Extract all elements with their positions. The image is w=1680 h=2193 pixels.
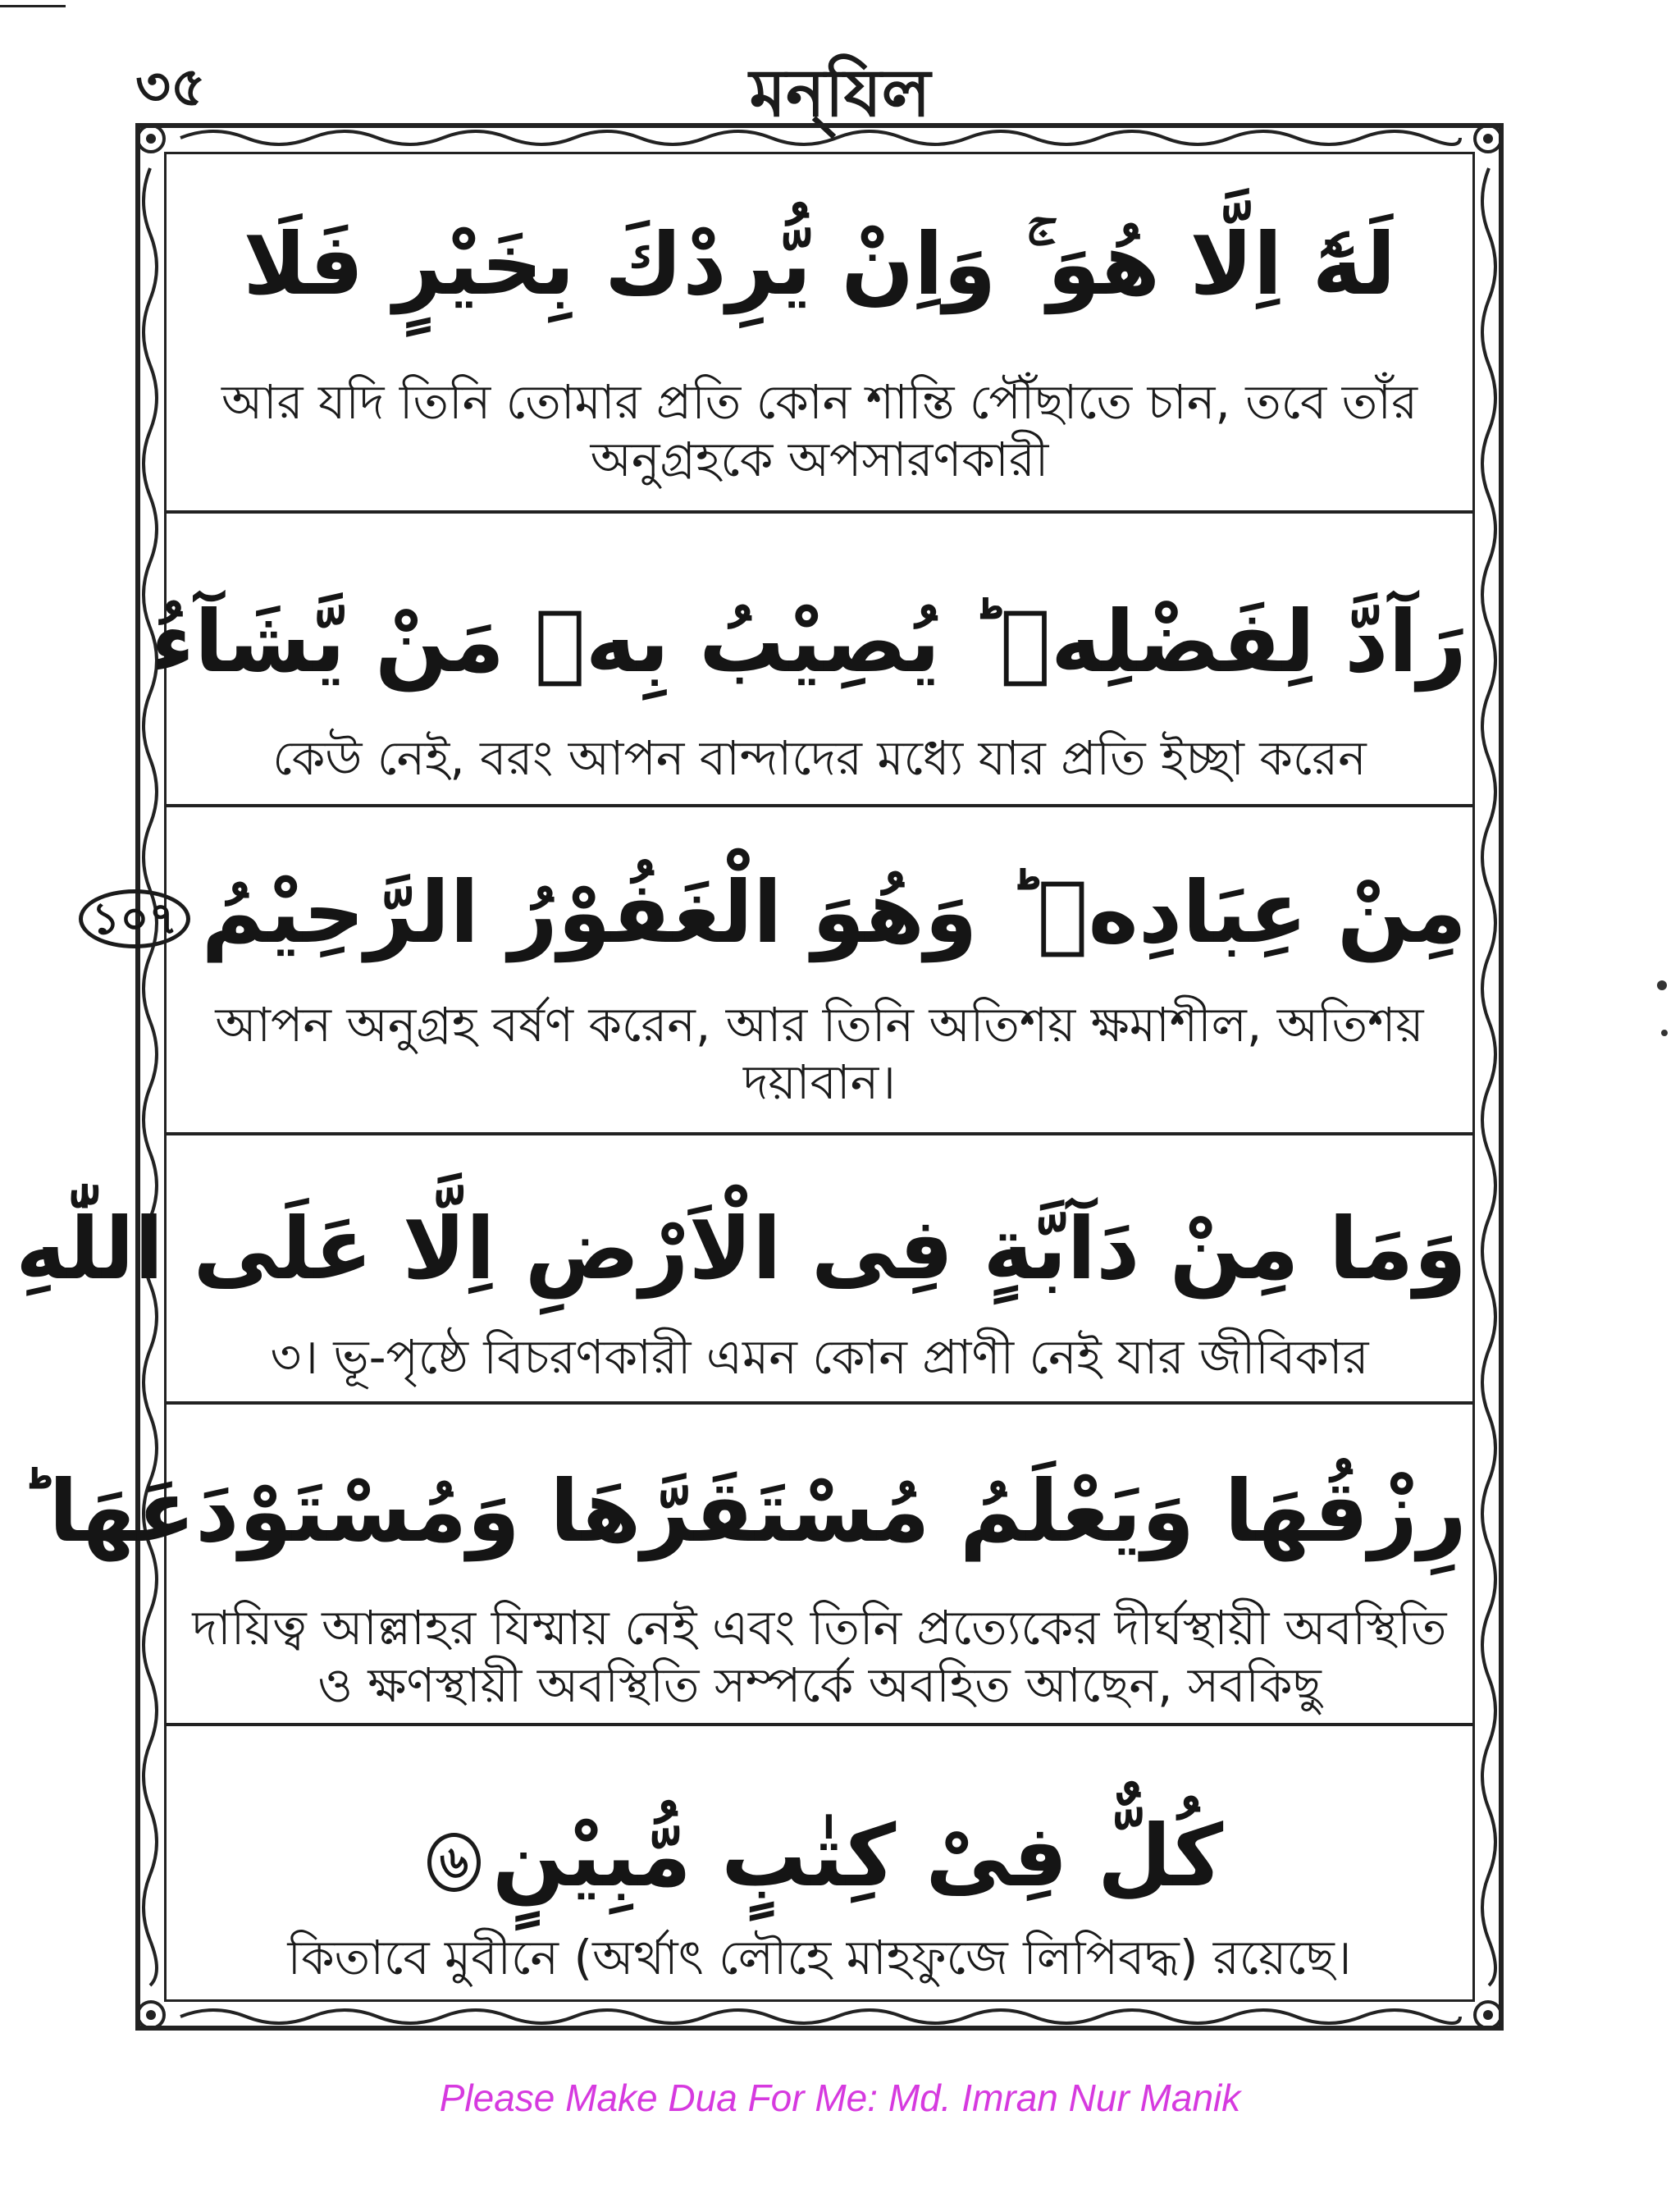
- bangla-translation: আর যদি তিনি তোমার প্রতি কোন শান্তি পৌঁছাতে চান, তবে তাঁর অনুগ্রহকে অপসারণকারী: [221, 374, 1418, 487]
- arabic-verse-text: مِنْ عِبَادِهٖ ؕ وَهُوَ الْغَفُوْرُ الرَّحِيْمُ: [201, 862, 1467, 962]
- ayah-end-marker: ১০৭: [79, 889, 189, 948]
- bangla-translation: কিতাবে মুবীনে (অর্থাৎ লৌহে মাহফুজে লিপিবদ্ধ) রয়েছে।: [287, 1930, 1352, 1985]
- scroll-border-icon: [164, 125, 1475, 151]
- arabic-verse-line: وَمَا مِنْ دَآبَّةٍ فِى الْاَرْضِ اِلَّا عَلَى اللّٰهِ: [16, 1199, 1467, 1299]
- panel-divider: [164, 1132, 1475, 1135]
- running-head-title: মন্‌যিল: [749, 55, 931, 131]
- page-number: ৩৫: [135, 55, 206, 118]
- arabic-verse-text: كُلٌّ فِىْ كِتٰبٍ مُّبِيْنٍ: [491, 1806, 1224, 1906]
- arabic-verse-line: رَآدَّ لِفَضْلِهٖ ؕ يُصِيْبُ بِهٖ مَنْ يَّشَآءُ: [150, 592, 1467, 692]
- ayah-end-marker: ৬: [427, 1833, 481, 1892]
- panel-divider: [164, 510, 1475, 514]
- scan-speck: [1661, 1030, 1668, 1036]
- corner-flourish-icon: [1468, 1995, 1508, 2035]
- scroll-border-icon: [137, 152, 163, 2002]
- page-edge-line: [0, 5, 66, 7]
- corner-flourish-icon: [131, 1995, 171, 2035]
- corner-flourish-icon: [1468, 119, 1508, 158]
- arabic-verse-line: [91, 861, 1467, 964]
- footer-dua-request: Please Make Dua For Me: Md. Imran Nur Manik: [439, 2076, 1241, 2119]
- bangla-translation: ৩। ভূ-পৃষ্ঠে বিচরণকারী এমন কোন প্রাণী নেই যার জীবিকার: [270, 1329, 1369, 1385]
- bangla-translation: আপন অনুগ্রহ বর্ষণ করেন, আর তিনি অতিশয় ক্ষমাশীল, অতিশয় দয়াবান।: [215, 997, 1424, 1110]
- corner-flourish-icon: [131, 119, 171, 158]
- arabic-verse-line: رِزْقُهَا وَيَعْلَمُ مُسْتَقَرَّهَا وَمُسْتَوْدَعَهَا ؕ: [19, 1461, 1467, 1561]
- panel-divider: [164, 1723, 1475, 1726]
- panel-divider: [164, 1401, 1475, 1405]
- scroll-border-icon: [1476, 152, 1502, 2002]
- arabic-verse-line: لَهٗٓ اِلَّا هُوَ ۚ وَاِنْ يُّرِدْكَ بِخَيْرٍ فَلَا: [243, 214, 1396, 314]
- scroll-border-icon: [164, 2003, 1475, 2030]
- scan-speck: [1657, 980, 1667, 990]
- bangla-translation: কেউ নেই, বরং আপন বান্দাদের মধ্যে যার প্রতি ইচ্ছা করেন: [272, 730, 1367, 786]
- bangla-translation: দায়িত্ব আল্লাহর যিম্মায় নেই এবং তিনি প্রত্যেকের দীর্ঘস্থায়ী অবস্থিতি ও ক্ষণস্থায়ী অবস্থিতি সম্পর্কে অবহিত আছেন, সবকিছু: [192, 1600, 1447, 1713]
- arabic-verse-line: [172, 1805, 1467, 1907]
- panel-divider: [164, 804, 1475, 807]
